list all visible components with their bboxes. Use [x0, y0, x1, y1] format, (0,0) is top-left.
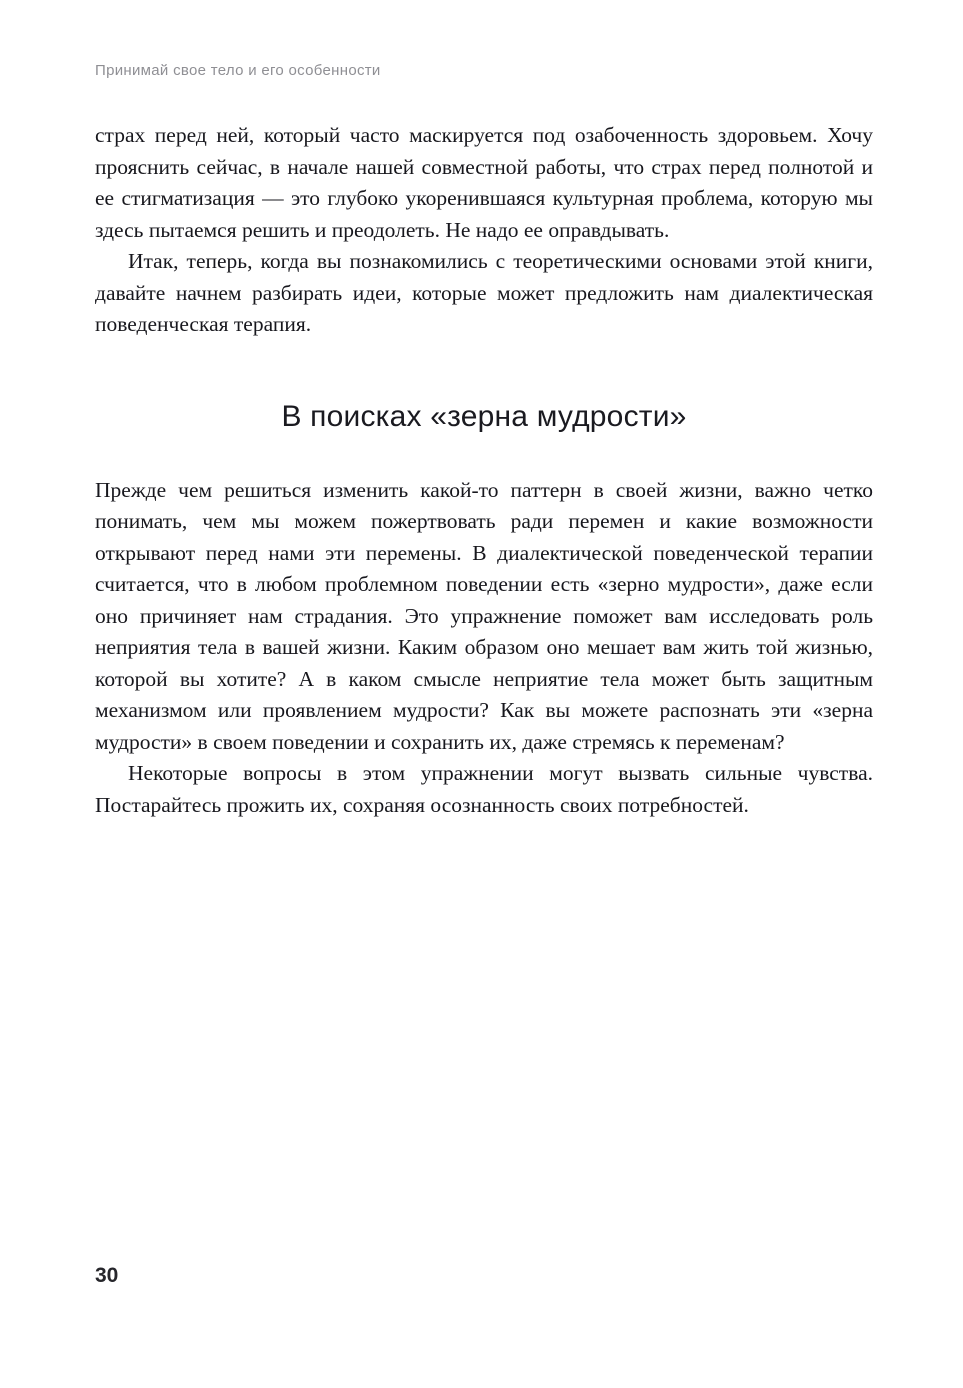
paragraph: Итак, теперь, когда вы познакомились с теоретическими основами этой книги, давайте начнем разбирать идеи, которые может предложить нам диалектическая поведенческая терапия. [95, 249, 873, 336]
section-heading: В поисках «зерна мудрости» [281, 399, 687, 433]
body-text [95, 120, 873, 821]
paragraph: Прежде чем решиться изменить какой-то паттерн в своей жизни, важно четко понимать, чем мы можем пожертвовать ради перемен и какие возможности открывают перед нами эти перемены. В диалектической поведенческой терапии считается, что в любом проблемном поведении есть «зерно мудрости», даже если оно причиняет нам страдания. Это упражнение поможет вам исследовать роль неприятия тела в вашей жизни. Каким образом оно мешает вам жить той жизнью, которой вы хотите? А в каком смысле неприятие тела может быть защитным механизмом или проявлением мудрости? Как вы можете распознать эти «зерна мудрости» в своем поведении и сохранить их, даже стремясь к переменам? [95, 477, 873, 754]
paragraph-continuation: страх перед ней, который часто маскируется под озабоченность здоровьем. Хочу прояснить сейчас, в начале нашей совместной работы, что страх перед полнотой и ее стигматизация — это глубоко укоренившаяся культурная проблема, которую мы здесь пытаемся решить и преодолеть. Не надо ее оправдывать. [95, 123, 873, 242]
paragraph: Некоторые вопросы в этом упражнении могут вызвать сильные чувства. Постарайтесь прожить их, сохраняя осознанность своих потребностей. [95, 761, 873, 817]
running-head: Принимай свое тело и его особенности [95, 62, 381, 79]
page-number: 30 [95, 1264, 119, 1287]
